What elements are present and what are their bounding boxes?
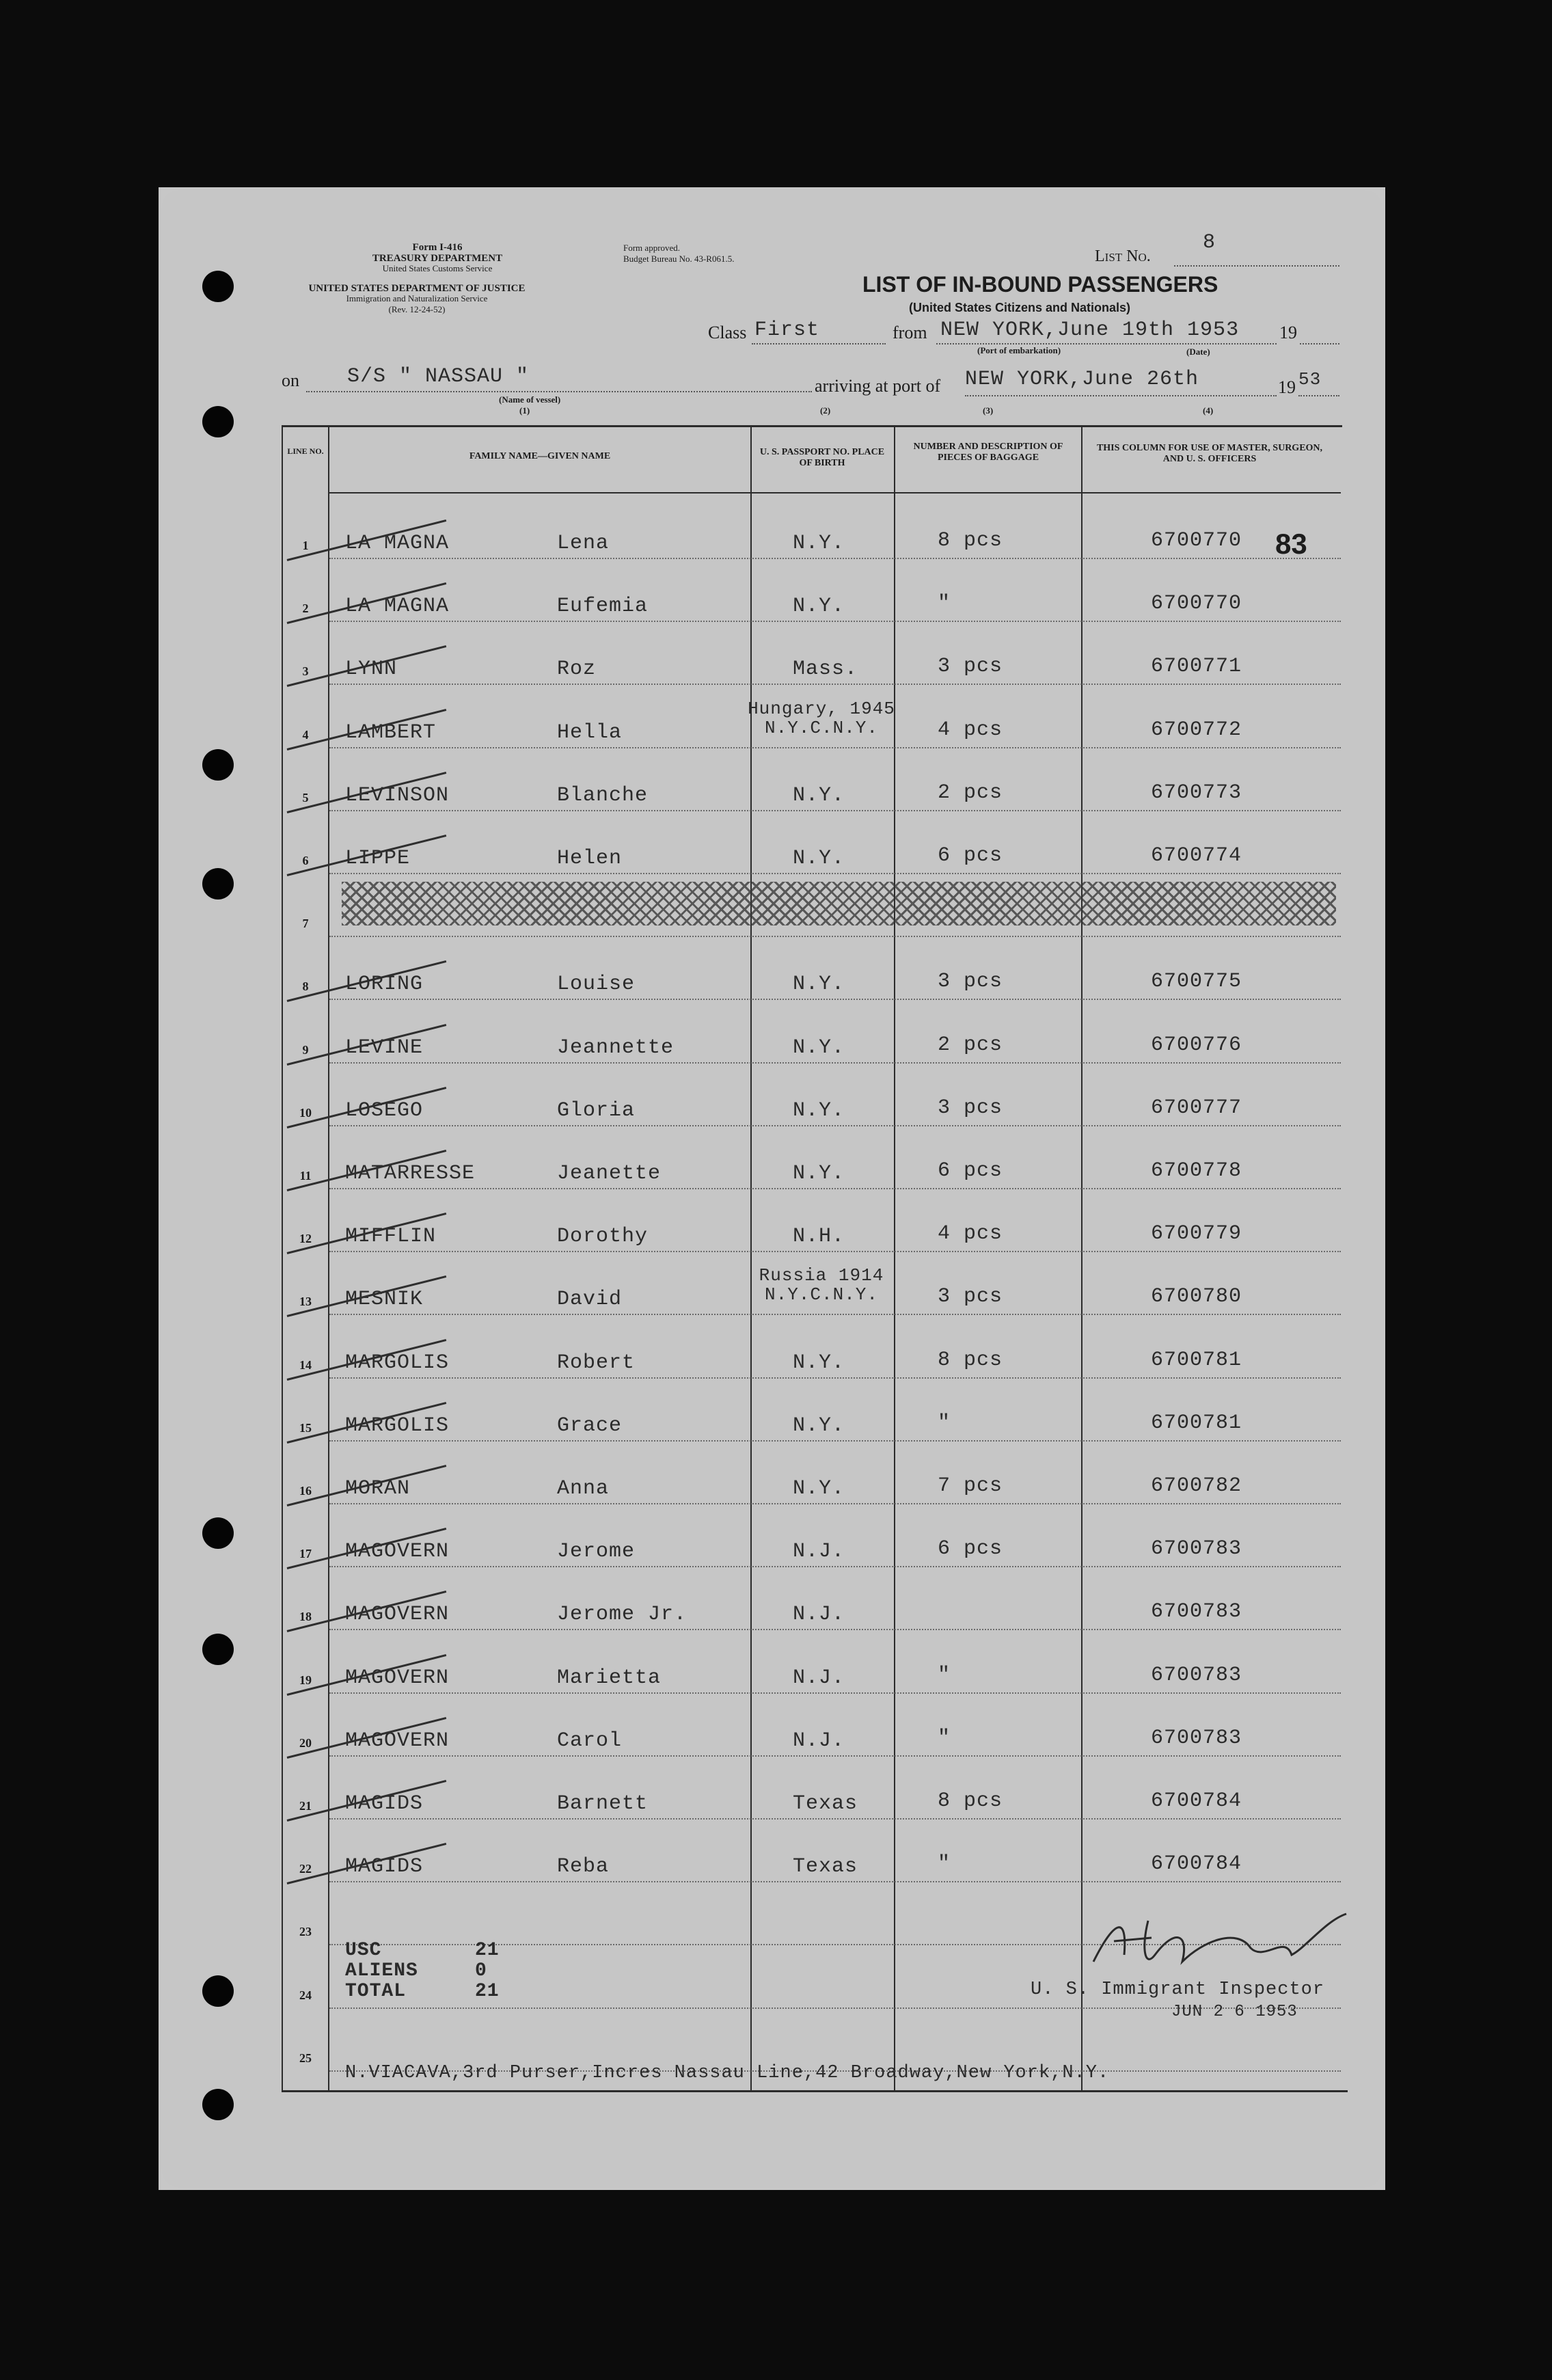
family-name: MAGOVERN bbox=[345, 1540, 450, 1563]
form-number: Form I-416 bbox=[412, 242, 463, 253]
place-of-birth: N.J. bbox=[793, 1603, 845, 1626]
given-name: Robert bbox=[557, 1351, 636, 1375]
inspector-signature bbox=[1087, 1907, 1353, 1982]
line-number: 1 bbox=[302, 539, 309, 552]
place-of-birth: N.Y. bbox=[793, 1351, 845, 1375]
aliens-count: 0 bbox=[475, 1960, 487, 1982]
given-name: Jerome bbox=[557, 1540, 636, 1563]
total-label: TOTAL bbox=[345, 1981, 407, 2002]
binder-hole bbox=[202, 868, 234, 900]
officer-code: 6700783 bbox=[1151, 1727, 1242, 1750]
place-of-birth: N.Y. bbox=[793, 847, 845, 870]
line-number: 11 bbox=[299, 1169, 312, 1182]
given-name: Barnett bbox=[557, 1792, 649, 1815]
given-name: Jeanette bbox=[557, 1162, 662, 1185]
family-name: MAGOVERN bbox=[345, 1666, 450, 1690]
port-embark-label: (Port of embarkation) bbox=[977, 345, 1061, 355]
vessel-name: S/S " NASSAU " bbox=[347, 365, 530, 388]
baggage-count: 3 pcs bbox=[938, 970, 1003, 993]
place-of-birth: N.Y. bbox=[793, 1162, 845, 1185]
family-name: MAGIDS bbox=[345, 1792, 424, 1815]
baggage-count: 8 pcs bbox=[938, 529, 1003, 552]
binder-hole bbox=[202, 1517, 234, 1549]
given-name: Eufemia bbox=[557, 595, 649, 618]
embarkation-value: NEW YORK,June 19th 1953 bbox=[940, 319, 1240, 342]
baggage-count: 6 pcs bbox=[938, 844, 1003, 867]
given-name: Roz bbox=[557, 658, 597, 681]
year-prefix-1: 19 bbox=[1279, 323, 1297, 342]
line-number: 18 bbox=[299, 1610, 312, 1623]
given-name: David bbox=[557, 1288, 623, 1311]
given-name: Anna bbox=[557, 1477, 610, 1500]
given-name: Grace bbox=[557, 1414, 623, 1437]
line-number: 14 bbox=[299, 1358, 312, 1372]
place-of-birth: N.Y. bbox=[793, 532, 845, 555]
vessel-label: (Name of vessel) bbox=[499, 394, 561, 405]
family-name: LIPPE bbox=[345, 847, 411, 870]
family-name: LAMBERT bbox=[345, 721, 437, 744]
line-number: 12 bbox=[299, 1232, 312, 1245]
baggage-count: " bbox=[938, 1664, 951, 1687]
purser-line: N.VIACAVA,3rd Purser,Incres Nassau Line,42 Broadway,New York,N.Y. bbox=[345, 2063, 1110, 2083]
officer-code: 6700784 bbox=[1151, 1852, 1242, 1876]
baggage-count: 3 pcs bbox=[938, 655, 1003, 678]
officer-code: 6700783 bbox=[1151, 1600, 1242, 1623]
baggage-count: 3 pcs bbox=[938, 1096, 1003, 1120]
line-number: 16 bbox=[299, 1484, 312, 1498]
line-number: 22 bbox=[299, 1862, 312, 1876]
place-of-birth: Texas bbox=[793, 1855, 858, 1878]
given-name: Marietta bbox=[557, 1666, 662, 1690]
usc-count: 21 bbox=[475, 1940, 500, 1961]
line-number: 7 bbox=[302, 917, 309, 930]
form-title: LIST OF IN-BOUND PASSENGERS bbox=[862, 272, 1219, 297]
given-name: Jerome Jr. bbox=[557, 1603, 687, 1626]
place-of-birth: N.Y. bbox=[793, 784, 845, 807]
given-name: Reba bbox=[557, 1855, 610, 1878]
officer-code: 6700782 bbox=[1151, 1474, 1242, 1498]
place-of-birth: Russia 1914 N.Y.C.N.Y. bbox=[759, 1265, 884, 1305]
baggage-count: " bbox=[938, 1727, 951, 1750]
family-name: MAGOVERN bbox=[345, 1603, 450, 1626]
place-of-birth: N.Y. bbox=[793, 595, 845, 618]
baggage-count: " bbox=[938, 1411, 951, 1435]
line-number: 21 bbox=[299, 1799, 312, 1813]
given-name: Louise bbox=[557, 973, 636, 996]
baggage-count: " bbox=[938, 592, 951, 615]
customs-service: United States Customs Service bbox=[382, 263, 493, 273]
family-name: MESNIK bbox=[345, 1288, 424, 1311]
place-of-birth: N.Y. bbox=[793, 973, 845, 996]
baggage-count: 6 pcs bbox=[938, 1159, 1003, 1182]
officer-code: 6700770 bbox=[1151, 529, 1242, 552]
header-officers: THIS COLUMN FOR USE OF MASTER, SURGEON, AND U. S. OFFICERS bbox=[1096, 443, 1323, 464]
place-of-birth: Texas bbox=[793, 1792, 858, 1815]
line-number: 10 bbox=[299, 1106, 312, 1120]
line-number: 15 bbox=[299, 1421, 312, 1435]
col-num-3: (3) bbox=[983, 405, 994, 416]
arrival-value: NEW YORK,June 26th bbox=[965, 368, 1199, 391]
line-number: 4 bbox=[302, 728, 309, 742]
baggage-count: " bbox=[938, 1852, 951, 1876]
officer-code: 6700775 bbox=[1151, 970, 1242, 993]
form-approved: Form approved. bbox=[623, 243, 681, 253]
binder-hole bbox=[202, 406, 234, 437]
on-label: on bbox=[282, 370, 299, 390]
officer-code: 6700771 bbox=[1151, 655, 1242, 678]
given-name: Hella bbox=[557, 721, 623, 744]
place-of-birth: N.Y. bbox=[793, 1414, 845, 1437]
list-number: 8 bbox=[1203, 231, 1216, 254]
place-of-birth: N.H. bbox=[793, 1225, 845, 1248]
place-of-birth: N.J. bbox=[793, 1666, 845, 1690]
officer-code: 6700772 bbox=[1151, 718, 1242, 742]
baggage-count: 7 pcs bbox=[938, 1474, 1003, 1498]
binder-hole bbox=[202, 1634, 234, 1665]
family-name: MAGIDS bbox=[345, 1855, 424, 1878]
justice-dept: UNITED STATES DEPARTMENT OF JUSTICE bbox=[308, 283, 526, 294]
line-number: 9 bbox=[302, 1043, 309, 1057]
given-name: Lena bbox=[557, 532, 610, 555]
form-revision: (Rev. 12-24-52) bbox=[388, 304, 446, 314]
inspector-title: U. S. Immigrant Inspector bbox=[1031, 1979, 1325, 2000]
budget-bureau: Budget Bureau No. 43-R061.5. bbox=[623, 254, 735, 264]
baggage-count: 2 pcs bbox=[938, 1033, 1003, 1057]
place-of-birth: N.Y. bbox=[793, 1036, 845, 1059]
place-of-birth: N.Y. bbox=[793, 1099, 845, 1122]
baggage-count: 6 pcs bbox=[938, 1537, 1003, 1560]
given-name: Helen bbox=[557, 847, 623, 870]
officer-code: 6700783 bbox=[1151, 1537, 1242, 1560]
place-of-birth: Hungary, 1945 N.Y.C.N.Y. bbox=[748, 699, 895, 738]
given-name: Carol bbox=[557, 1729, 623, 1753]
header-passport: U. S. PASSPORT NO. PLACE OF BIRTH bbox=[759, 447, 885, 468]
col-num-4: (4) bbox=[1203, 405, 1214, 416]
line-number: 13 bbox=[299, 1295, 312, 1308]
baggage-count: 8 pcs bbox=[938, 1789, 1003, 1813]
form-subtitle: (United States Citizens and Nationals) bbox=[909, 301, 1131, 314]
aliens-label: ALIENS bbox=[345, 1960, 418, 1982]
family-name: LA MAGNA bbox=[345, 532, 450, 555]
line-number: 6 bbox=[302, 854, 309, 867]
place-of-birth: N.Y. bbox=[793, 1477, 845, 1500]
line-number: 25 bbox=[299, 2051, 312, 2065]
family-name: MARGOLIS bbox=[345, 1414, 450, 1437]
deleted-row-strikeout bbox=[342, 882, 1336, 925]
officer-code: 6700781 bbox=[1151, 1349, 1242, 1372]
line-number: 17 bbox=[299, 1547, 312, 1560]
given-name: Dorothy bbox=[557, 1225, 649, 1248]
arrival-year: 53 bbox=[1298, 369, 1322, 390]
header-line-no: LINE NO. bbox=[287, 446, 324, 456]
line-number: 5 bbox=[302, 791, 309, 804]
line-number: 3 bbox=[302, 664, 309, 678]
baggage-count: 2 pcs bbox=[938, 781, 1003, 804]
family-name: LORING bbox=[345, 973, 424, 996]
given-name: Blanche bbox=[557, 784, 649, 807]
given-name: Gloria bbox=[557, 1099, 636, 1122]
place-of-birth: Mass. bbox=[793, 658, 858, 681]
family-name: LOSEGO bbox=[345, 1099, 424, 1122]
page-mark: 83 bbox=[1275, 528, 1307, 560]
year-prefix-2: 19 bbox=[1278, 377, 1296, 397]
col-num-1: (1) bbox=[519, 405, 530, 416]
place-of-birth: N.J. bbox=[793, 1729, 845, 1753]
officer-code: 6700777 bbox=[1151, 1096, 1242, 1120]
family-name: LEVINSON bbox=[345, 784, 450, 807]
binder-hole bbox=[202, 2089, 234, 2120]
line-number: 2 bbox=[302, 601, 309, 615]
date-label: (Date) bbox=[1186, 347, 1210, 357]
baggage-count: 4 pcs bbox=[938, 718, 1003, 742]
officer-code: 6700774 bbox=[1151, 844, 1242, 867]
class-value: First bbox=[754, 319, 820, 342]
inspector-stamp-date: JUN 2 6 1953 bbox=[1171, 2003, 1298, 2021]
line-number: 19 bbox=[299, 1673, 312, 1687]
binder-hole bbox=[202, 749, 234, 781]
baggage-count: 3 pcs bbox=[938, 1285, 1003, 1308]
officer-code: 6700780 bbox=[1151, 1285, 1242, 1308]
baggage-count: 4 pcs bbox=[938, 1222, 1003, 1245]
line-number: 23 bbox=[299, 1925, 312, 1938]
line-number: 24 bbox=[299, 1988, 312, 2002]
given-name: Jeannette bbox=[557, 1036, 675, 1059]
ins-service: Immigration and Naturalization Service bbox=[346, 293, 488, 303]
place-of-birth: N.J. bbox=[793, 1540, 845, 1563]
header-name: FAMILY NAME—GIVEN NAME bbox=[469, 451, 611, 461]
baggage-count: 8 pcs bbox=[938, 1349, 1003, 1372]
family-name: MORAN bbox=[345, 1477, 411, 1500]
binder-hole bbox=[202, 271, 234, 302]
family-name: MAGOVERN bbox=[345, 1729, 450, 1753]
officer-code: 6700776 bbox=[1151, 1033, 1242, 1057]
family-name: LEVINE bbox=[345, 1036, 424, 1059]
list-no-label: List No. bbox=[1095, 247, 1151, 265]
family-name: LYNN bbox=[345, 658, 398, 681]
family-name: MATARRESSE bbox=[345, 1162, 476, 1185]
officer-code: 6700784 bbox=[1151, 1789, 1242, 1813]
col-num-2: (2) bbox=[820, 405, 831, 416]
officer-code: 6700779 bbox=[1151, 1222, 1242, 1245]
officer-code: 6700773 bbox=[1151, 781, 1242, 804]
arriving-label: arriving at port of bbox=[815, 376, 941, 396]
binder-hole bbox=[202, 1975, 234, 2007]
class-label: Class bbox=[708, 323, 747, 342]
usc-label: USC bbox=[345, 1940, 382, 1961]
line-number: 20 bbox=[299, 1736, 312, 1750]
officer-code: 6700770 bbox=[1151, 592, 1242, 615]
officer-code: 6700781 bbox=[1151, 1411, 1242, 1435]
total-count: 21 bbox=[475, 1981, 500, 2002]
line-number: 8 bbox=[302, 979, 309, 993]
treasury-dept: TREASURY DEPARTMENT bbox=[372, 253, 503, 264]
header-baggage: NUMBER AND DESCRIPTION OF PIECES OF BAGGAGE bbox=[913, 442, 1063, 463]
officer-code: 6700783 bbox=[1151, 1664, 1242, 1687]
family-name: MIFFLIN bbox=[345, 1225, 437, 1248]
family-name: MARGOLIS bbox=[345, 1351, 450, 1375]
officer-code: 6700778 bbox=[1151, 1159, 1242, 1182]
family-name: LA MAGNA bbox=[345, 595, 450, 618]
from-label: from bbox=[893, 323, 927, 342]
